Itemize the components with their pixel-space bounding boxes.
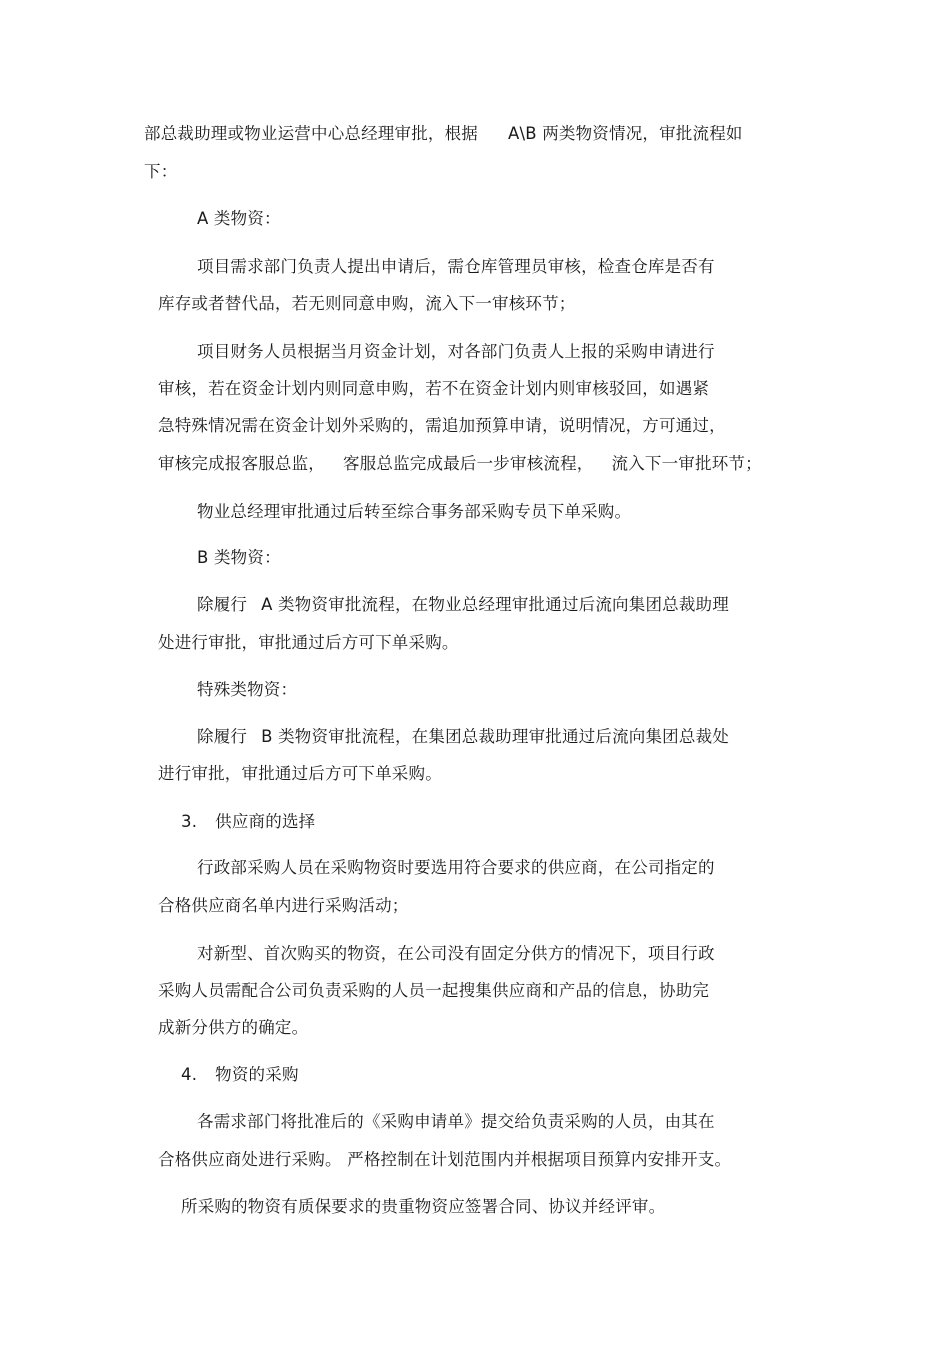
class-a-paragraph-2-line-2: 审核，若在资金计划内则同意申购，若不在资金计划内则审核驳回，如遇紧 — [158, 379, 710, 398]
section-3-title: 供应商的选择 — [215, 812, 316, 831]
section-4-number: 4. — [181, 1065, 198, 1084]
intro-line-1: 部总裁助理或物业运营中心总经理审批，根据 A\B 两类物资情况，审批流程如 — [144, 124, 743, 143]
class-b-paragraph-line-1: 除履行 A 类物资审批流程，在物业总经理审批通过后流向集团总裁助理 — [197, 595, 729, 614]
class-a-paragraph-3: 物业总经理审批通过后转至综合事务部采购专员下单采购。 — [197, 502, 632, 521]
class-b-paragraph-line-2: 处进行审批，审批通过后方可下单采购。 — [158, 633, 459, 652]
section-3-paragraph-2-line-3: 成新分供方的确定。 — [158, 1018, 309, 1037]
section-3-heading — [181, 812, 315, 832]
class-a-paragraph-2-line-4: 审核完成报客服总监， 客服总监完成最后一步审核流程， 流入下一审批环节； — [158, 454, 762, 473]
section-4-paragraph-1-line-1: 各需求部门将批准后的《采购申请单》提交给负责采购的人员，由其在 — [197, 1112, 715, 1131]
section-3-paragraph-2-line-2: 采购人员需配合公司负责采购的人员一起搜集供应商和产品的信息，协助完 — [158, 981, 710, 1000]
class-a-paragraph-1-line-1: 项目需求部门负责人提出申请后，需仓库管理员审核，检查仓库是否有 — [197, 257, 715, 276]
special-heading: 特殊类物资： — [197, 680, 298, 699]
special-paragraph-line-1: 除履行 B 类物资审批流程，在集团总裁助理审批通过后流向集团总裁处 — [197, 727, 729, 746]
class-a-heading: A 类物资： — [197, 209, 281, 228]
section-3-paragraph-2-line-1: 对新型、首次购买的物资，在公司没有固定分供方的情况下，项目行政 — [197, 944, 715, 963]
section-4-paragraph-1-line-2: 合格供应商处进行采购。 严格控制在计划范围内并根据项目预算内安排开支。 — [158, 1150, 732, 1169]
section-3-paragraph-1-line-2: 合格供应商名单内进行采购活动； — [158, 896, 409, 915]
intro-line-2: 下： — [144, 162, 178, 181]
section-4-title: 物资的采购 — [215, 1065, 299, 1084]
section-4-heading — [181, 1065, 299, 1085]
class-b-heading: B 类物资： — [197, 548, 281, 567]
section-4-paragraph-2: 所采购的物资有质保要求的贵重物资应签署合同、协议并经评审。 — [181, 1197, 666, 1216]
class-a-paragraph-2-line-1: 项目财务人员根据当月资金计划，对各部门负责人上报的采购申请进行 — [197, 342, 715, 361]
class-a-paragraph-2-line-3: 急特殊情况需在资金计划外采购的，需追加预算申请，说明情况，方可通过， — [158, 416, 726, 435]
section-3-number: 3. — [181, 812, 198, 831]
class-a-paragraph-1-line-2: 库存或者替代品，若无则同意申购，流入下一审核环节； — [158, 294, 576, 313]
special-paragraph-line-2: 进行审批，审批通过后方可下单采购。 — [158, 764, 442, 783]
section-3-paragraph-1-line-1: 行政部采购人员在采购物资时要选用符合要求的供应商，在公司指定的 — [197, 858, 715, 877]
